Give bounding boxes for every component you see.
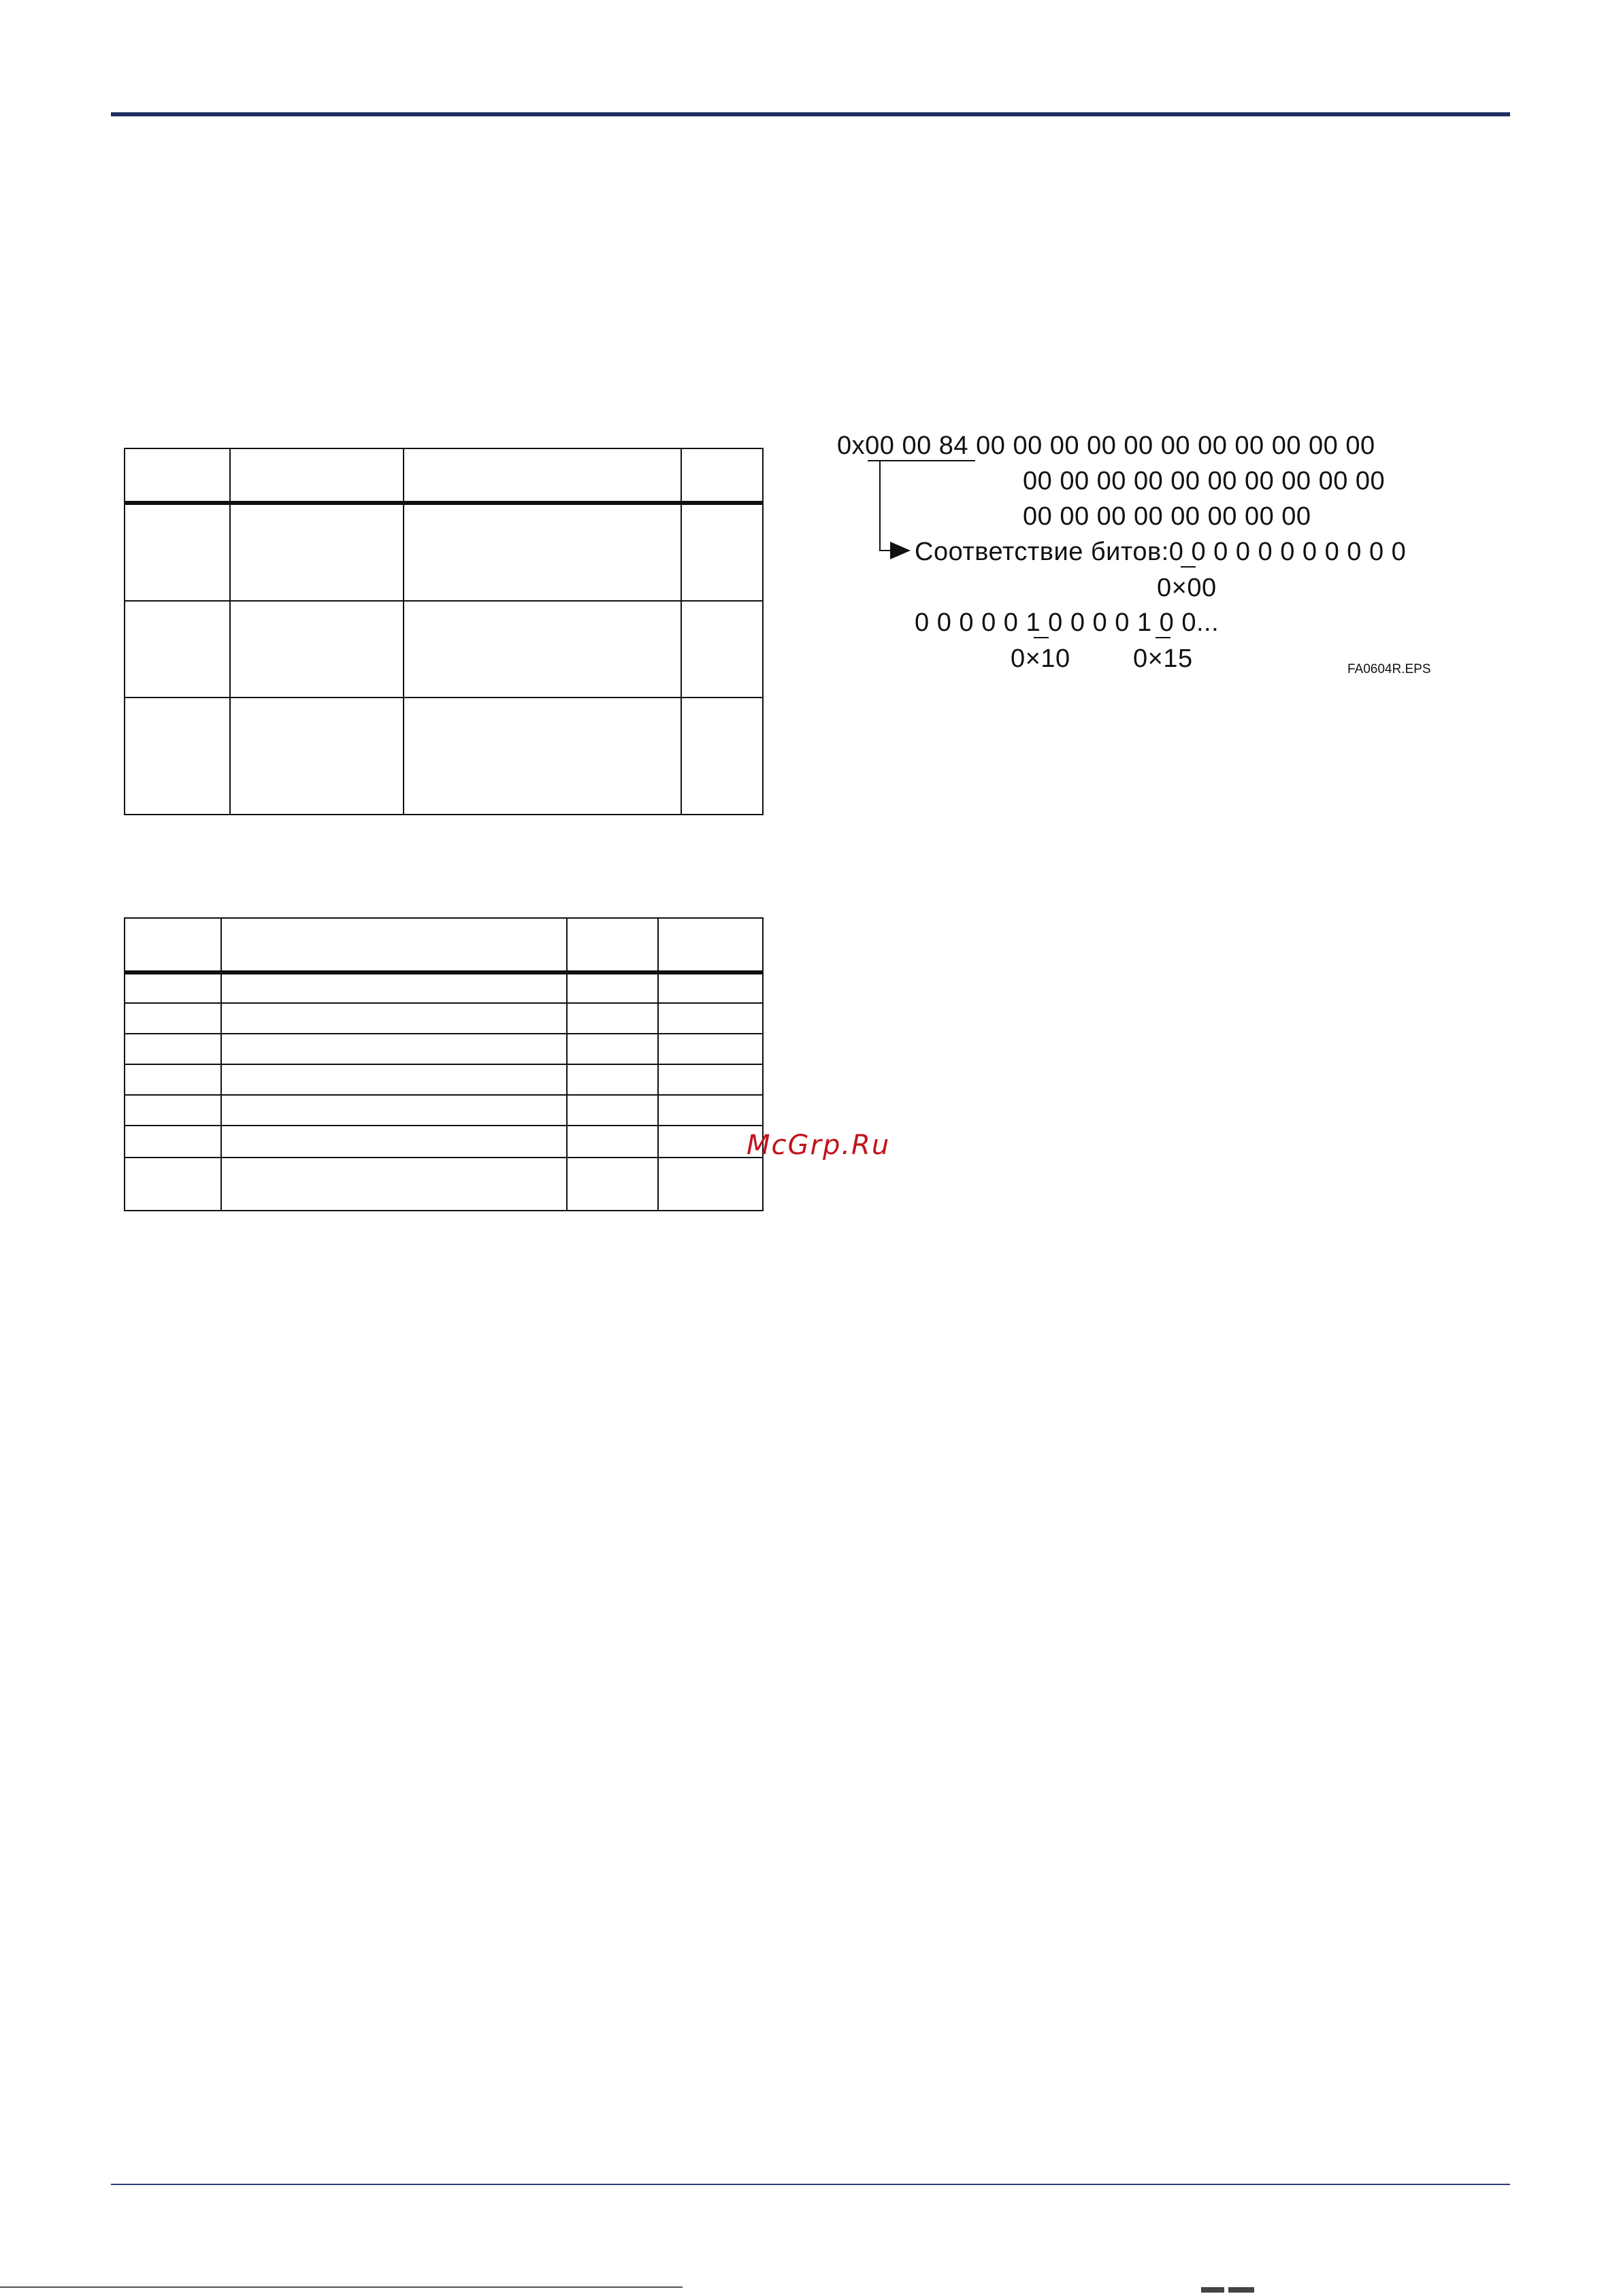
figure-id: FA0604R.EPS <box>1347 662 1431 676</box>
table-cell <box>221 1003 567 1034</box>
table-cell <box>221 918 567 972</box>
table-cell <box>230 503 404 601</box>
hex-row-1 <box>837 433 1375 459</box>
table-row <box>125 1064 763 1095</box>
table-cell <box>681 601 763 698</box>
bit-underline <box>1034 637 1049 638</box>
bits-row <box>915 610 1219 636</box>
table-cell <box>567 1158 658 1211</box>
table-cell <box>221 1126 567 1158</box>
table-cell <box>404 698 681 815</box>
table-cell <box>567 1064 658 1095</box>
table-row <box>125 503 763 601</box>
table-cell <box>125 601 230 698</box>
table-header-row <box>125 918 763 972</box>
table-cell <box>125 1158 221 1211</box>
marker-0x15: 0×15 <box>1133 644 1193 673</box>
table-cell <box>125 918 221 972</box>
table-1 <box>124 448 764 815</box>
marker-0x10: 0×10 <box>1011 644 1070 673</box>
table-cell <box>230 601 404 698</box>
arrow-right-icon <box>890 542 911 559</box>
watermark: McGrp.Ru <box>747 1130 891 1161</box>
table-cell <box>221 1158 567 1211</box>
table-cell <box>404 601 681 698</box>
table-cell <box>567 918 658 972</box>
marker-0x00: 0×00 <box>1157 574 1217 602</box>
bit-map-first: 0 <box>1168 538 1184 566</box>
table-row <box>125 698 763 815</box>
bits-segment: 0 0... <box>1151 608 1219 637</box>
hex-row-2: 00 00 00 00 00 00 00 00 00 00 <box>1023 467 1386 495</box>
table-cell <box>567 1034 658 1064</box>
table-cell <box>125 698 230 815</box>
table-cell <box>567 1095 658 1126</box>
bit-map-label: Соответствие битов: <box>915 538 1169 566</box>
table-cell <box>125 1034 221 1064</box>
table-row <box>125 1034 763 1064</box>
bit-map-rest: 0 0 0 0 0 0 0 0 0 0 <box>1183 538 1407 566</box>
bit-set: 1 <box>1136 608 1152 637</box>
table-cell <box>230 448 404 503</box>
bit-underline <box>1181 566 1196 568</box>
table-cell <box>125 1095 221 1126</box>
table-cell <box>681 698 763 815</box>
bit-map-row <box>915 539 1406 565</box>
table-cell <box>567 1126 658 1158</box>
bit-set: 1 <box>1026 608 1041 637</box>
table-cell <box>125 1126 221 1158</box>
table-row <box>125 972 763 1003</box>
table-cell <box>125 1064 221 1095</box>
table-cell <box>658 1034 763 1064</box>
table-cell <box>681 448 763 503</box>
connector-line <box>879 461 881 551</box>
table-row <box>125 601 763 698</box>
bit-underline <box>1156 637 1170 638</box>
table-cell <box>658 918 763 972</box>
table-cell <box>221 1095 567 1126</box>
table-row <box>125 1003 763 1034</box>
table-cell <box>681 503 763 601</box>
hex-row-1-rest: 00 00 00 00 00 00 00 00 00 00 00 <box>968 431 1375 460</box>
table-cell <box>658 1095 763 1126</box>
hex-prefix: 0x <box>837 431 866 460</box>
hex-underlined: 00 00 84 <box>865 431 969 460</box>
table-2 <box>124 917 764 1211</box>
table-row <box>125 1126 763 1158</box>
table-row <box>125 1158 763 1211</box>
table-cell <box>125 1003 221 1034</box>
footer-rule <box>111 2184 1510 2185</box>
table-cell <box>125 448 230 503</box>
table-cell <box>658 972 763 1003</box>
table-cell <box>567 1003 658 1034</box>
page-edge-rule <box>0 2286 683 2288</box>
bits-segment: 0 0 0 0 0 <box>915 608 1026 637</box>
table-cell <box>221 972 567 1003</box>
bits-segment: 0 0 0 0 <box>1041 608 1137 637</box>
table-cell <box>125 503 230 601</box>
table-cell <box>221 1064 567 1095</box>
hex-row-3: 00 00 00 00 00 00 00 00 <box>1023 502 1311 531</box>
table-cell <box>404 448 681 503</box>
table-cell <box>658 1064 763 1095</box>
hex-underline <box>868 460 975 461</box>
table-cell <box>658 1003 763 1034</box>
header-rule <box>111 112 1510 116</box>
table-cell <box>125 972 221 1003</box>
table-cell <box>230 698 404 815</box>
footer-mark <box>1201 2284 1259 2289</box>
table-cell <box>221 1034 567 1064</box>
table-cell <box>567 972 658 1003</box>
table-cell <box>658 1158 763 1211</box>
table-header-row <box>125 448 763 503</box>
table-cell <box>404 503 681 601</box>
table-row <box>125 1095 763 1126</box>
